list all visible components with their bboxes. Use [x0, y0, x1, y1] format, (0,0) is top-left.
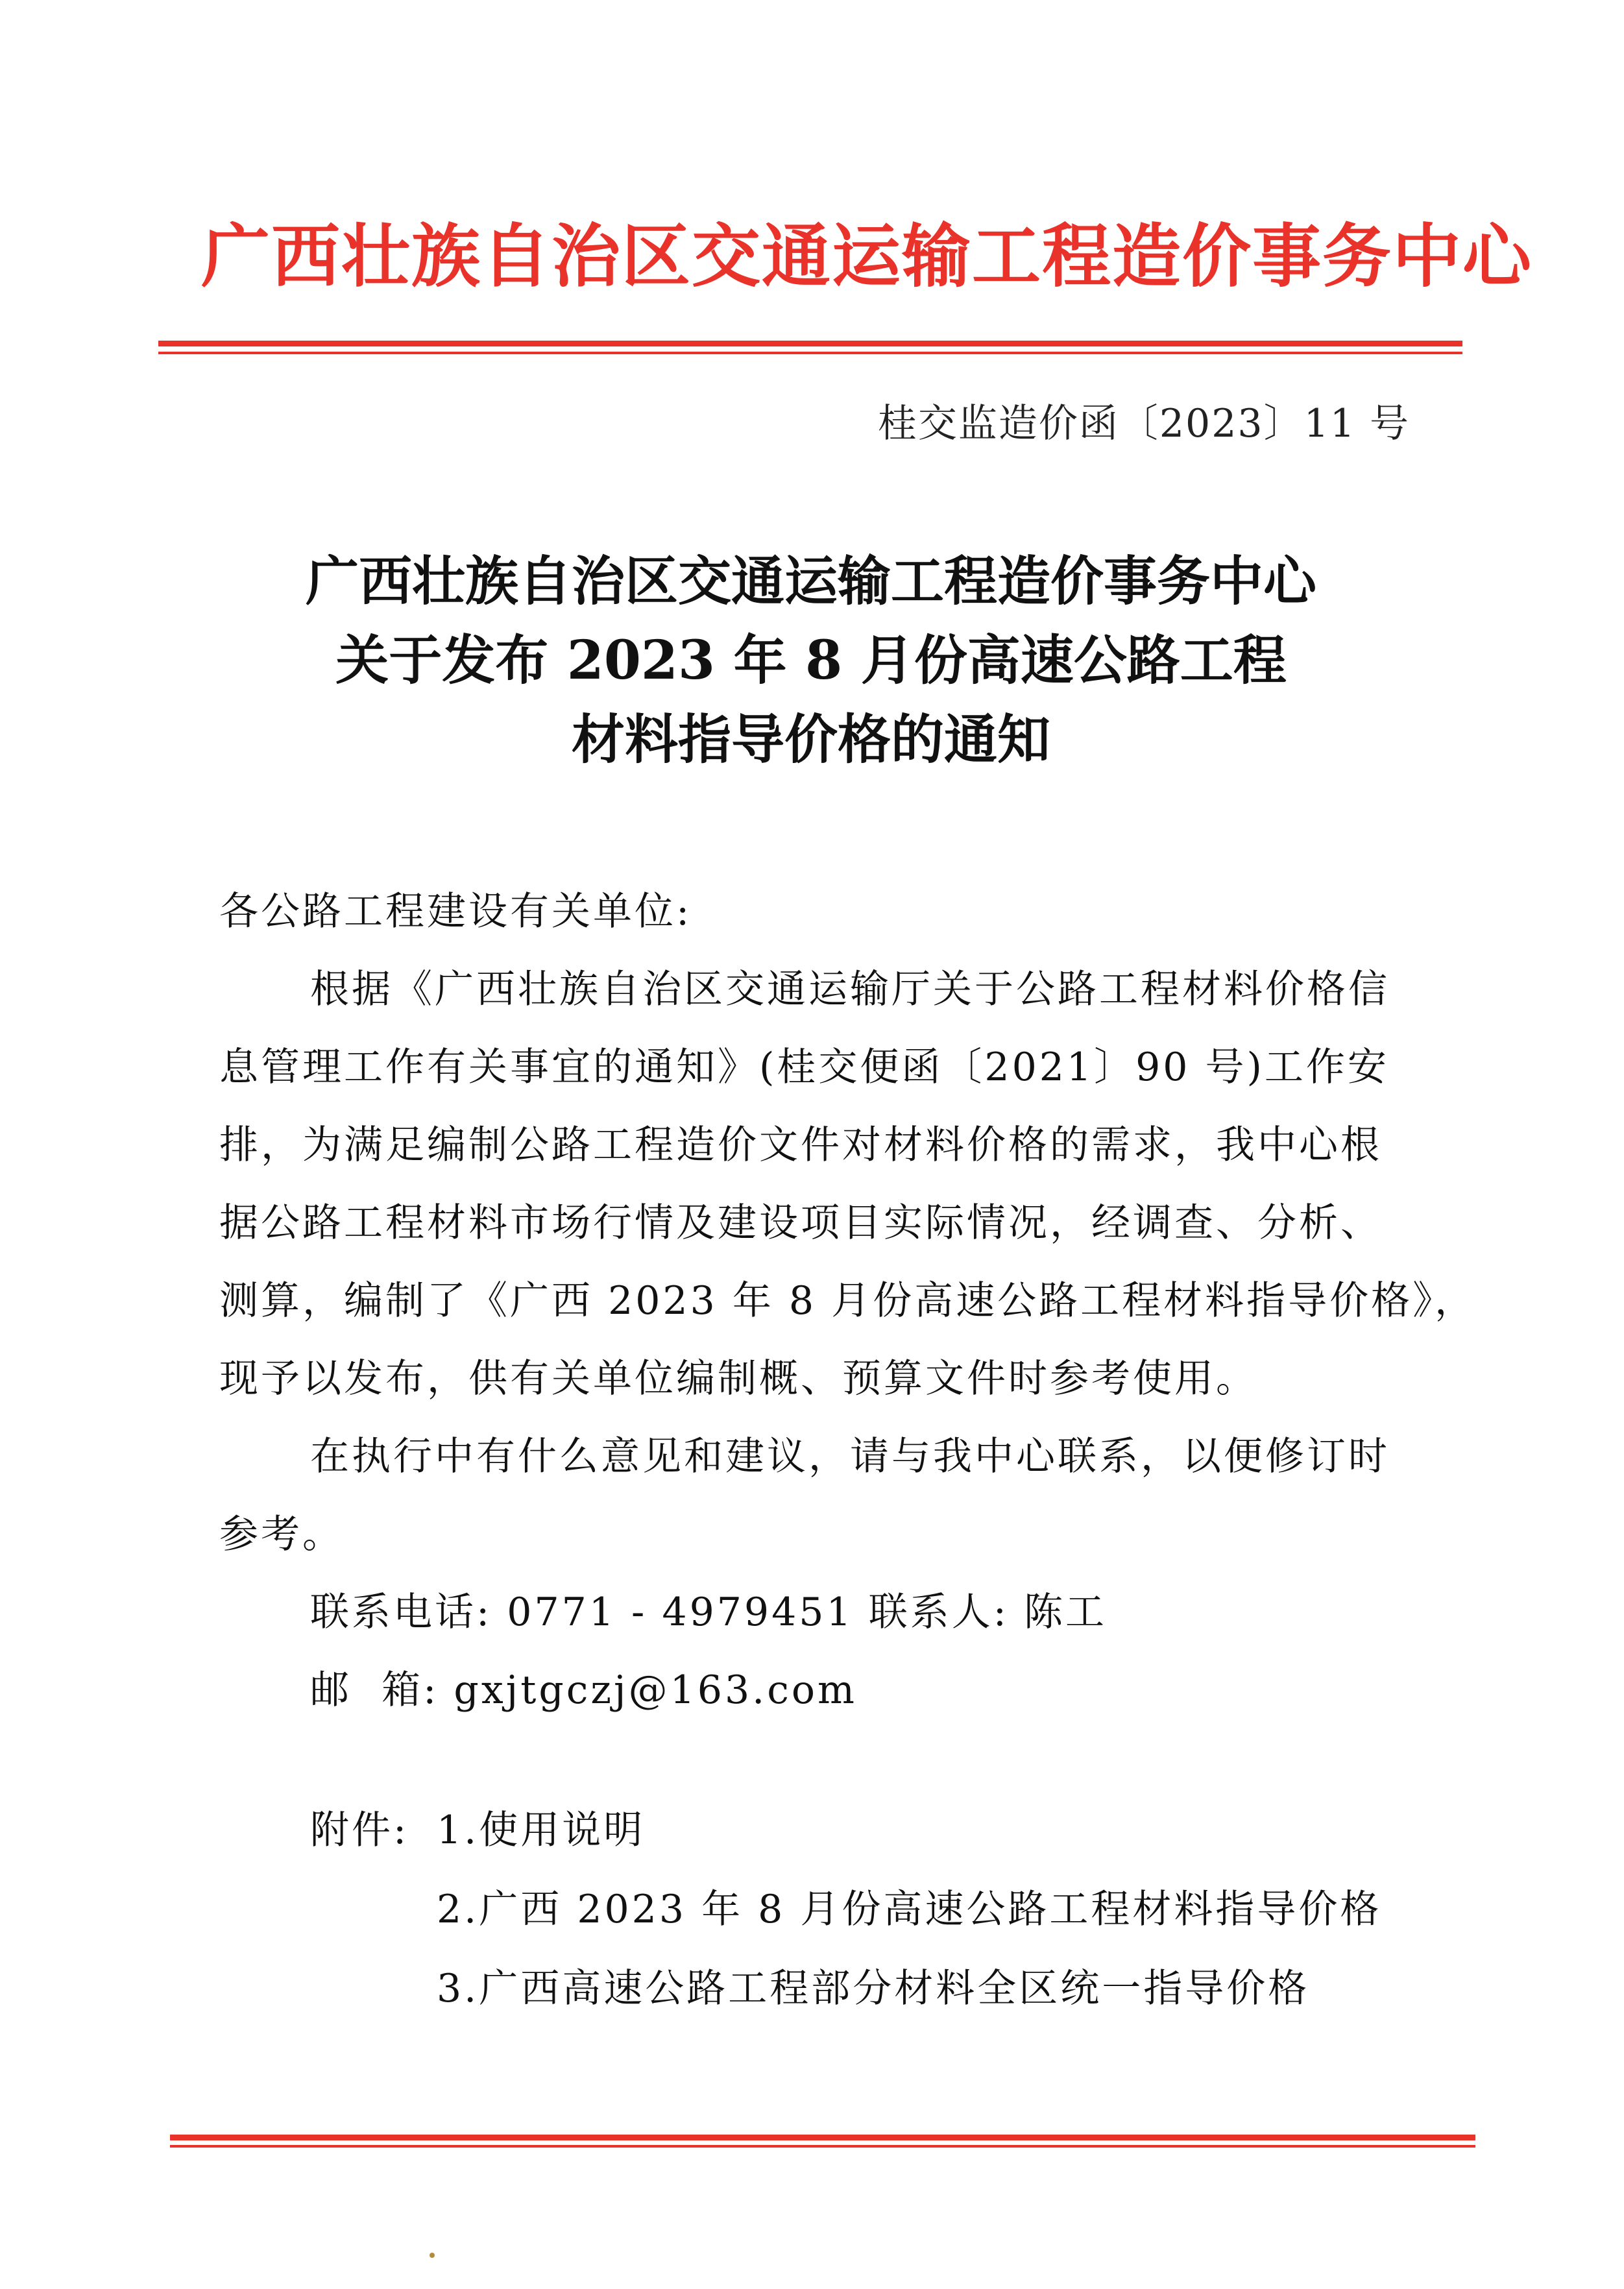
- attachment-row-1: [310, 1791, 1381, 1870]
- header-rule-thin: [158, 352, 1462, 354]
- para1-line-6: 现予以发布，供有关单位编制概、预算文件时参考使用。: [219, 1356, 1257, 1401]
- para1-line-1: 根据《广西壮族自治区交通运输厅关于公路工程材料价格信: [310, 967, 1390, 1012]
- paragraph-1: [219, 951, 1477, 1418]
- document-number: 桂交监造价函〔2023〕11 号: [877, 401, 1410, 446]
- para2-line-2: 参考。: [219, 1512, 344, 1557]
- footer-rule-thick: [170, 2135, 1475, 2140]
- scan-speck: [430, 2253, 435, 2258]
- org-header-title: 广西壮族自治区交通运输工程造价事务中心: [201, 215, 1533, 297]
- title-line-2: 关于发布 2023 年 8 月份高速公路工程: [335, 629, 1287, 692]
- attachments-label: 附件:: [310, 1808, 409, 1853]
- attachment-row-3: [310, 1949, 1381, 2028]
- para1-line-4: 据公路工程材料市场行情及建设项目实际情况，经调查、分析、: [219, 1200, 1382, 1246]
- attachments-list: [310, 1791, 1381, 2028]
- salutation: 各公路工程建设有关单位:: [219, 889, 692, 934]
- contact-email: 邮 箱: gxjtgczj@163.com: [310, 1667, 857, 1713]
- title-line-3: 材料指导价格的通知: [571, 708, 1050, 771]
- title-line-1: 广西壮族自治区交通运输工程造价事务中心: [305, 550, 1316, 612]
- footer-rule-thin: [170, 2145, 1475, 2148]
- para2-line-1: 在执行中有什么意见和建议，请与我中心联系，以便修订时: [310, 1434, 1390, 1479]
- para1-line-2: 息管理工作有关事宜的通知》(桂交便函〔2021〕90 号)工作安: [219, 1045, 1389, 1090]
- paragraph-2: [219, 1418, 1439, 1573]
- attachment-item: 1.使用说明: [437, 1808, 646, 1853]
- header-rule-thick: [158, 341, 1462, 346]
- attachment-row-2: [310, 1870, 1381, 1949]
- contact-phone: 联系电话: 0771 - 4979451 联系人: 陈工: [310, 1590, 1107, 1635]
- document-body: [219, 873, 1477, 1729]
- attachment-item: 3.广西高速公路工程部分材料全区统一指导价格: [437, 1966, 1310, 2011]
- para1-line-3: 排，为满足编制公路工程造价文件对材料价格的需求，我中心根: [219, 1122, 1382, 1168]
- para1-line-5: 测算，编制了《广西 2023 年 8 月份高速公路工程材料指导价格》，: [219, 1278, 1477, 1324]
- document-title: [162, 542, 1460, 779]
- attachment-item: 2.广西 2023 年 8 月份高速公路工程材料指导价格: [437, 1887, 1382, 1932]
